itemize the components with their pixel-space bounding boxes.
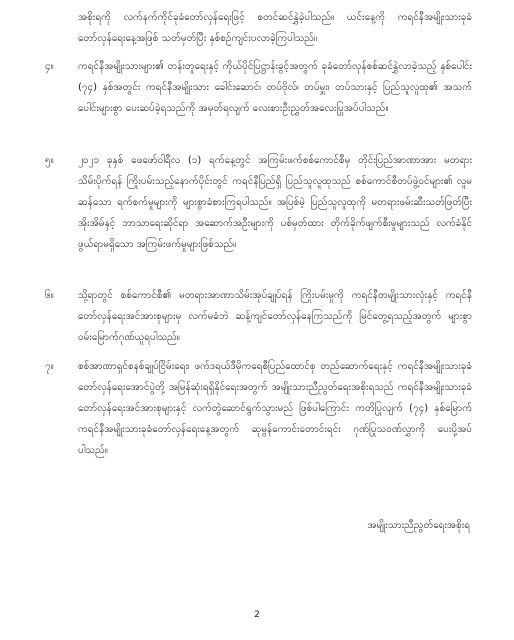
- paragraph-number: ၅။: [45, 155, 54, 166]
- paragraph-text: သို့ရာတွင် စစ်ကောင်စီ၏ မတရားအာဏာသိမ်းအုပ်ချုပ်ရန် ကြိုးပမ်းမှုကို ကရင်နီတမျိုးသားလုံးနှင့် ကရင်နီတော်လှန်ရေးအင်အားစုများမှ လက်မခံဘဲ ဆန့်ကျင်တော်လှန်နေကြသည်ကို မြင်တွေ့ရသည့်အတွက် များစွာဝမ်းမြောက်ဂုဏ်ယူရပါသည်။: [78, 290, 472, 343]
- paragraph-5: [45, 150, 472, 255]
- paragraph-text: စစ်အာဏာရှင်စနစ်ချုပ်ငြိမ်းရေး၊ ဖက်ဒရယ်ဒီမိုကရေစီပြည်ထောင်စု တည်ဆောက်ရေးနှင့် ကရင်နီအမျိုးသားခုခံတော်လှန်ရေးအောင်ပွဲတို့ အမြန်ဆုံးရရှိနိုင်ရေးအတွက် အမျိုးသားညီညွတ်ရေးအစိုးရသည် ကရင်နီအမျိုးသားခုခံတော်လှန်ရေးအင်အားစုများနှင့် လက်တွဲဆောင်ရွက်သွားမည် ဖြစ်ပါကြောင်း ကတိပြုလျက် (၇၄) နှစ်မြောက် ကရင်နီအမျိုးသားခုခံတော်လှန်ရေးနေ့အတွက် ဆုမွန်ကောင်းတောင်းရင်း ဂုဏ်ပြုသဝဏ်လွှာကို ပေးပို့အပ်ပါသည်။: [78, 361, 472, 456]
- page-number: 2: [254, 610, 260, 620]
- paragraph-6: [45, 285, 472, 348]
- paragraph-number: ၇။: [45, 361, 54, 372]
- paragraph-3-continuation: [78, 7, 472, 49]
- paragraph-4: [45, 56, 472, 119]
- signature: အမျိုးသားညီညွတ်ရေးအစိုးရ: [367, 520, 470, 531]
- paragraph-number: ၆။: [45, 290, 54, 301]
- paragraph-7: [45, 356, 472, 461]
- paragraph-number: ၄။: [45, 61, 54, 72]
- paragraph-text: ကရင်နီအမျိုးသားများ၏ တန်းတူရေးနှင့် ကိုယ်ပိုင်ပြဋ္ဌာန်းခွင့်အတွက် ခုခံတော်လှန်စစ်ဆင်နွှဲလာခဲ့သည့် နှစ်ပေါင်း (၇၄) နှစ်အတွင်း ကရင်နီအမျိုးသား ခေါင်းဆောင်၊ တပ်ဗိုလ်၊ တပ်မှူး၊ တပ်သားနှင့် ပြည်သူလူထု၏ အသက်ပေါင်းများစွာ ပေးဆပ်ခဲ့ရသည်ကို အမှတ်ရလျက် လေးစားဦးညွှတ်အလေးပြုအပ်ပါသည်။: [78, 61, 472, 114]
- paragraph-text: အစိုးရကို လက်နက်ကိုင်ခုခံတော်လှန်ရေးဖြင့် စတင်ဆင်နွှဲခဲ့ပါသည်။ ယင်းနေ့ကို ကရင်နီအမျိုးသားခုခံတော်လှန်ရေးနေ့အဖြစ် သတ်မှတ်ပြီး နှစ်စဉ်ကျင်းပလာခဲ့ကြပါသည်။: [78, 12, 472, 44]
- paragraph-text: ၂၀၂၁ ခုနှစ် ဖေဖော်ဝါရီလ (၁) ရက်နေ့တွင် အကြမ်းဖက်စစ်ကောင်စီမှ တိုင်းပြည်အာဏာအား မတရားသိမ်းပိုက်ရန် ကြိုးပမ်းသည့်နောက်ပိုင်းတွင် ကရင်နီပြည်ရှိ ပြည်သူလူထုသည် စစ်ကောင်စီတပ်ဖွဲ့ဝင်များ၏ လူမဆန်သော ရက်စက်မှုများကို များစွာခံစားကြရပါသည်။ အပြစ်မဲ့ ပြည်သူလူထုကို မတရားဖမ်းဆီးသတ်ဖြတ်ပြီး အိုးအိမ်နှင့် ဘာသာရေးဆိုင်ရာ အဆောက်အဦးများကို ပစ်မှတ်ထား တိုက်ခိုက်ဖျက်စီးမှုများသည် လက်ခံနိုင်ဖွယ်ရာမရှိသော အကြမ်းဖက်မှုများဖြစ်သည်။: [78, 155, 472, 250]
